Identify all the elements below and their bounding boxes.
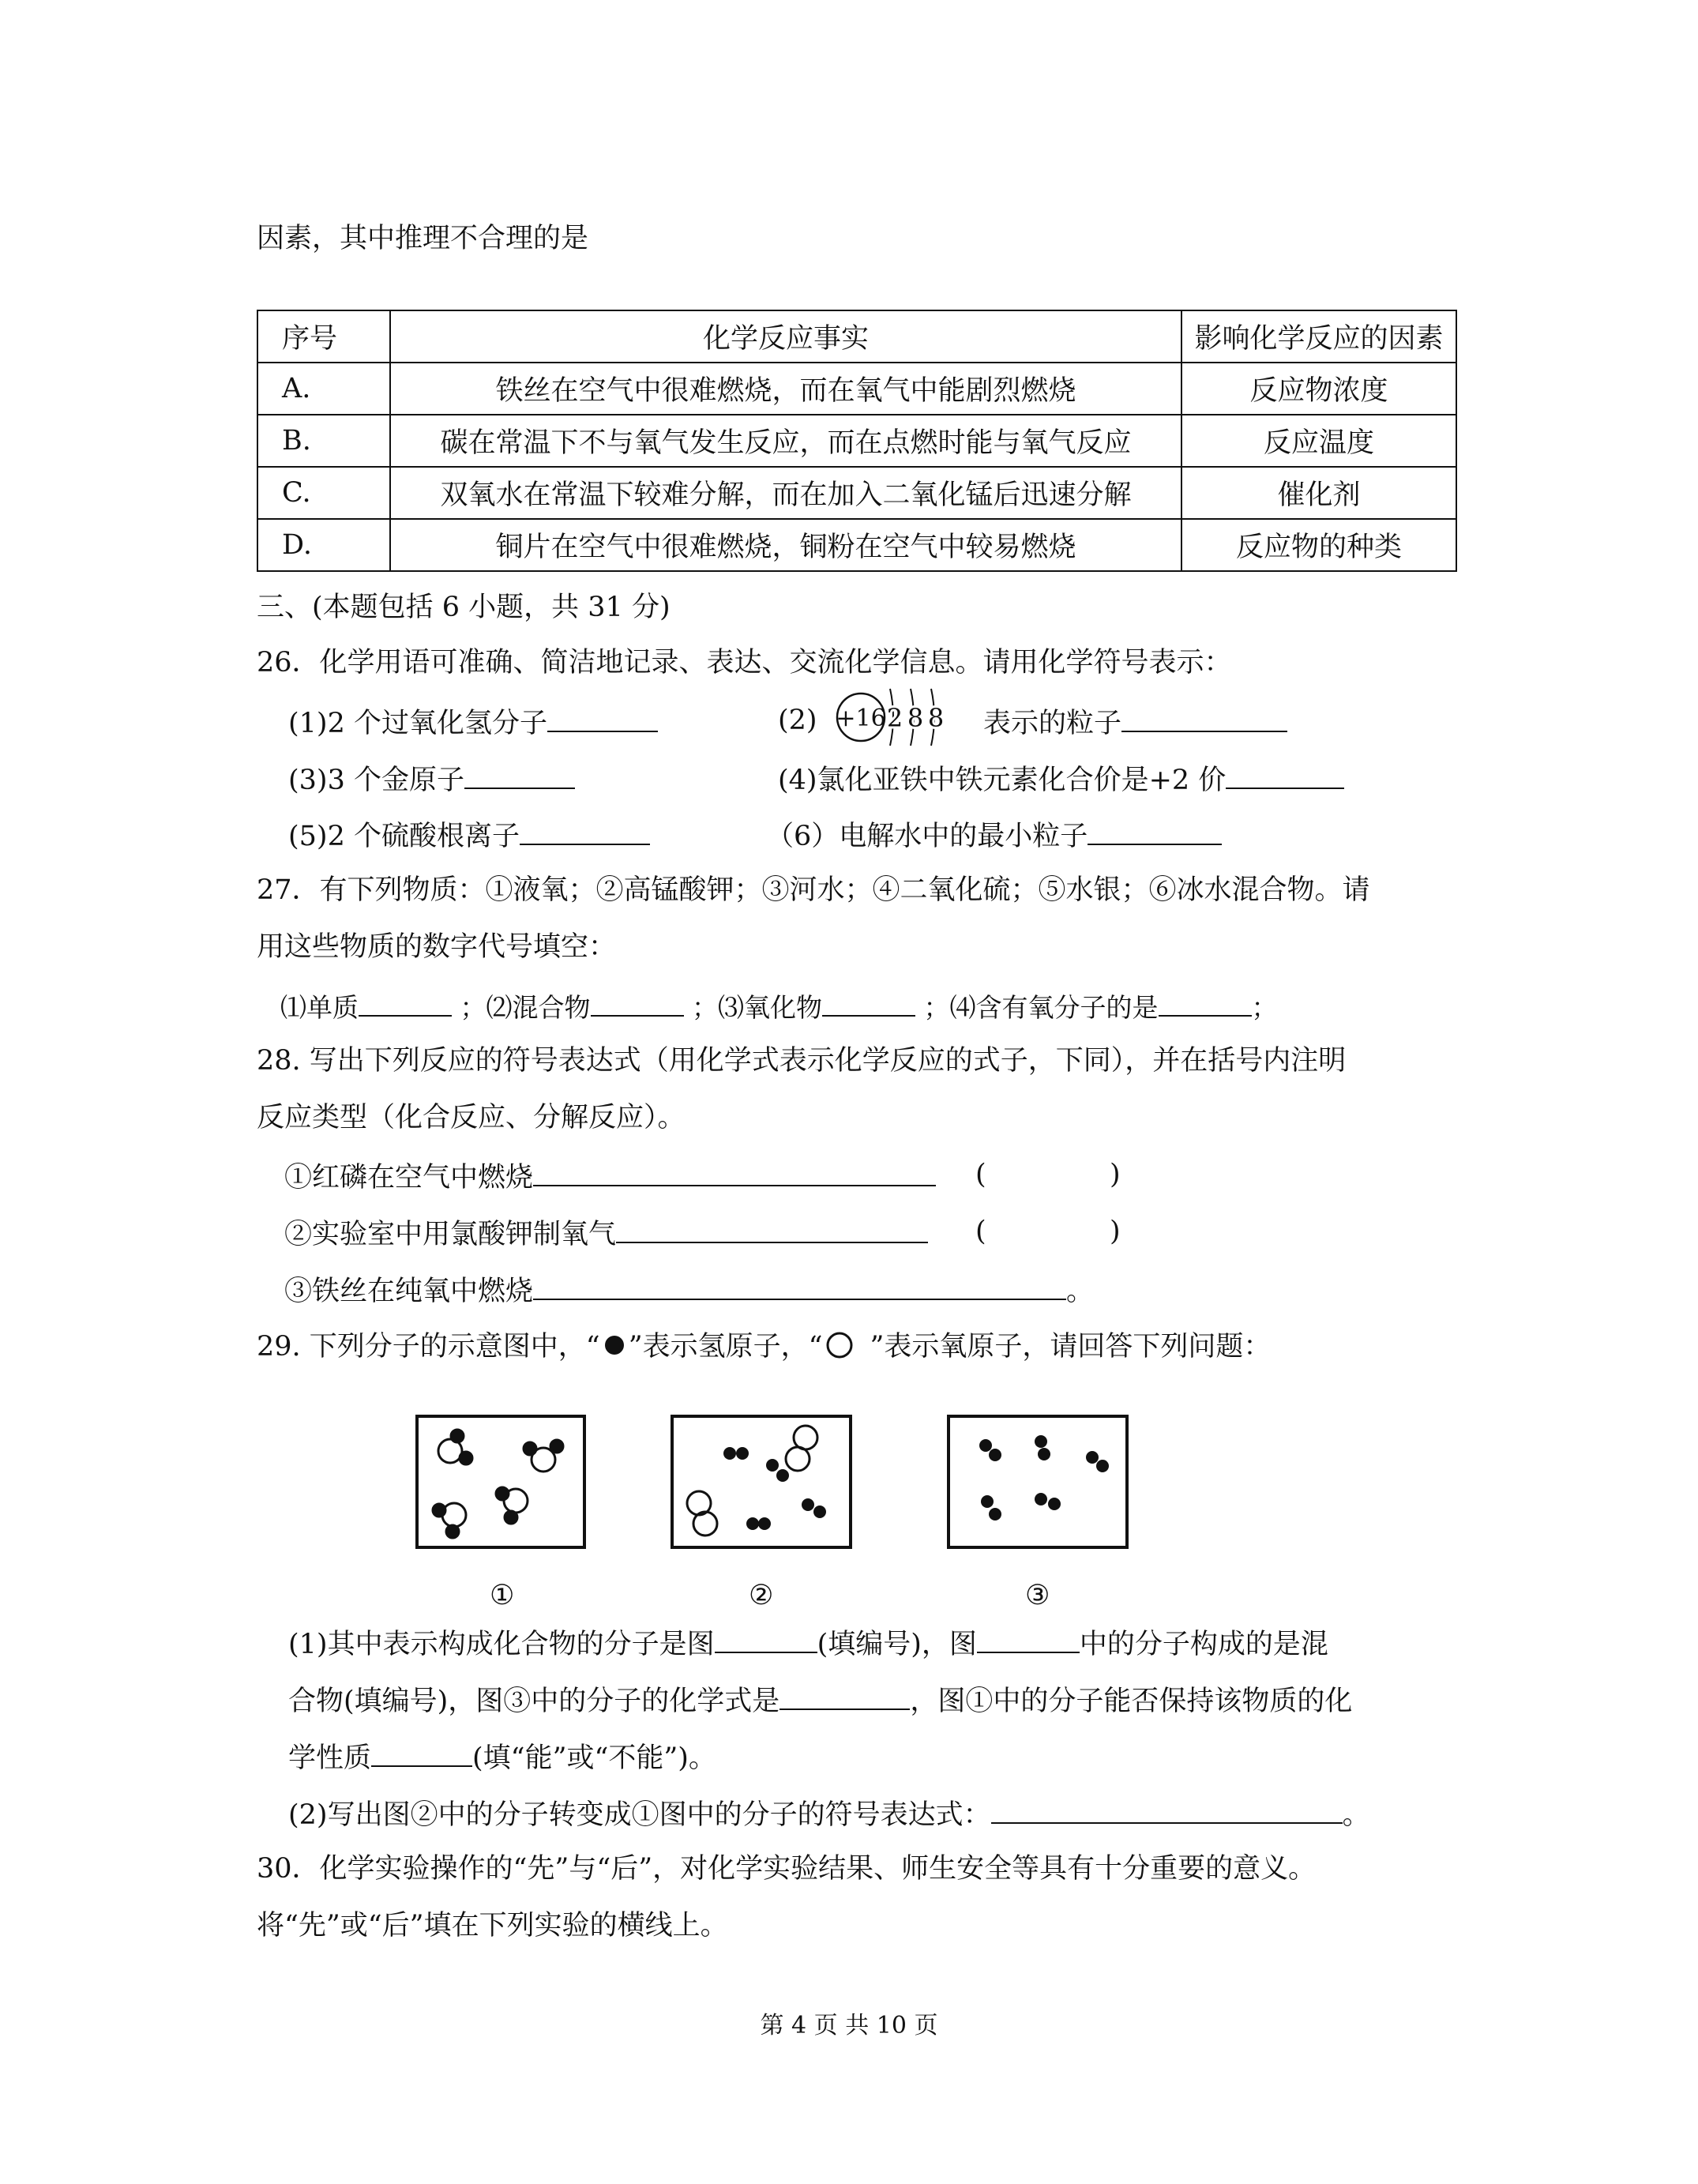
q28-reaction-2: ②实验室中用氯酸钾制氧气 — [284, 1218, 928, 1249]
diagram-label-2: ② — [749, 1580, 774, 1611]
q26-part4: (4)氯化亚铁中铁元素化合价是+2 价 — [778, 764, 1344, 795]
q28-stem-line2: 反应类型（化合反应、分解反应）。 — [257, 1102, 686, 1133]
q26-part2: (2) — [778, 705, 817, 736]
q27-answers: ⑴单质 ；⑵混合物 ；⑶氧化物 ；⑷含有氧分子的是 ； — [280, 992, 1278, 1023]
answer-blank[interactable] — [1121, 707, 1287, 732]
table-cell: 铁丝在空气中很难燃烧，而在氧气中能剧烈燃烧 — [390, 363, 1181, 415]
hydrogen-molecule — [1035, 1435, 1050, 1460]
diagram-label-3: ③ — [1025, 1580, 1050, 1611]
hydrogen-molecule — [802, 1498, 826, 1518]
page-footer: 第 4 页 共 10 页 — [760, 2012, 938, 2039]
table-header-cell: 化学反应事实 — [390, 310, 1181, 363]
answer-blank[interactable] — [715, 1628, 817, 1653]
table-header-cell: 序号 — [257, 310, 390, 363]
table-cell: 双氧水在常温下较难分解，而在加入二氧化锰后迅速分解 — [390, 467, 1181, 519]
sulfur-ion-structure-diagram — [833, 678, 960, 757]
oxygen-molecule — [687, 1491, 717, 1536]
hydrogen-molecule — [981, 1495, 1001, 1521]
reaction-type-paren-close: ) — [1110, 1159, 1121, 1190]
answer-blank[interactable] — [822, 991, 915, 1017]
table-cell: 催化剂 — [1181, 467, 1456, 519]
table-cell: 碳在常温下不与氧气发生反应，而在点燃时能与氧气反应 — [390, 415, 1181, 467]
intro-line: 因素，其中推理不合理的是 — [257, 223, 589, 254]
q29-part1-line3: 学性质 (填“能”或“不能”)。 — [288, 1742, 716, 1774]
answer-blank[interactable] — [780, 1685, 910, 1710]
answer-blank[interactable] — [591, 991, 684, 1017]
table-cell: 铜片在空气中很难燃烧，铜粉在空气中较易燃烧 — [390, 519, 1181, 571]
table-cell: 反应温度 — [1181, 415, 1456, 467]
water-molecule — [433, 1503, 466, 1538]
answer-blank[interactable] — [1088, 820, 1222, 845]
reaction-type-paren-close: ) — [1110, 1216, 1121, 1247]
answer-blank[interactable] — [520, 820, 650, 845]
table-cell: D. — [257, 519, 390, 571]
answer-blank[interactable] — [616, 1218, 928, 1243]
answer-blank[interactable] — [533, 1275, 1066, 1300]
q28-stem-line1: 28. 写出下列反应的符号表达式（用化学式表示化学反应的式子，下同），并在括号内注明 — [257, 1045, 1347, 1077]
table-cell: A. — [257, 363, 390, 415]
table-cell: C. — [257, 467, 390, 519]
answer-blank[interactable] — [1159, 991, 1252, 1017]
answer-blank[interactable] — [464, 764, 575, 789]
q26-part1: (1)2 个过氧化氢分子 — [288, 707, 658, 738]
answer-blank[interactable] — [371, 1742, 472, 1767]
hydrogen-molecule — [1086, 1451, 1109, 1472]
answer-blank[interactable] — [1226, 764, 1344, 789]
q28-reaction-3: ③铁丝在纯氧中燃烧 。 — [284, 1276, 1095, 1307]
nucleus-charge: +16 — [836, 705, 886, 732]
reaction-factor-table — [257, 310, 1457, 572]
q28-reaction-1: ①红磷在空气中燃烧 — [284, 1161, 936, 1192]
q27-stem-line2: 用这些物质的数字代号填空： — [257, 931, 617, 963]
table-header-row — [257, 310, 1456, 363]
molecule-diagram-1 — [415, 1414, 588, 1552]
reaction-type-paren-open: ( — [975, 1216, 986, 1247]
hydrogen-molecule — [746, 1517, 771, 1530]
hydrogen-molecule — [1035, 1493, 1061, 1510]
q27-stem-line1: 27．有下列物质：①液氧；②高锰酸钾；③河水；④二氧化硫；⑤水银；⑥冰水混合物。请 — [257, 874, 1370, 906]
table-row — [257, 467, 1456, 519]
q26-stem: 26．化学用语可准确、简洁地记录、表达、交流化学信息。请用化学符号表示： — [257, 647, 1232, 679]
table-cell: 反应物的种类 — [1181, 519, 1456, 571]
diagram-label-1: ① — [490, 1580, 515, 1611]
q30-stem-line2: 将“先”或“后”填在下列实验的横线上。 — [257, 1910, 728, 1942]
oxygen-molecule — [786, 1426, 817, 1471]
section-3-heading: 三、(本题包括 6 小题，共 31 分) — [257, 592, 671, 623]
reaction-type-paren-open: ( — [975, 1159, 986, 1190]
answer-blank[interactable] — [977, 1628, 1080, 1653]
molecule-diagram-2 — [670, 1414, 855, 1552]
q30-stem-line1: 30．化学实验操作的“先”与“后”，对化学实验结果、师生安全等具有十分重要的意义。 — [257, 1853, 1317, 1885]
q29-part1-line2: 合物(填编号)，图③中的分子的化学式是 ，图①中的分子能否保持该物质的化 — [288, 1686, 1353, 1717]
table-header-cell: 影响化学反应的因素 — [1181, 310, 1456, 363]
water-molecule — [524, 1440, 563, 1472]
oxygen-atom-legend-icon — [822, 1332, 870, 1359]
hydrogen-molecule — [723, 1447, 749, 1460]
q29-part2: (2)写出图②中的分子转变成①图中的分子的符号表达式： 。 — [288, 1799, 1370, 1831]
table-row — [257, 415, 1456, 467]
table-row — [257, 519, 1456, 571]
table-cell: B. — [257, 415, 390, 467]
hydrogen-molecule — [979, 1439, 1001, 1461]
q26-part3: (3)3 个金原子 — [288, 764, 575, 795]
answer-blank[interactable] — [359, 991, 452, 1017]
q29-part1-line1: (1)其中表示构成化合物的分子是图 (填编号)，图 中的分子构成的是混 — [288, 1629, 1328, 1660]
hydrogen-atom-legend-icon — [600, 1333, 629, 1357]
table-cell: 反应物浓度 — [1181, 363, 1456, 415]
answer-blank[interactable] — [533, 1161, 936, 1186]
q26-part6: （6）电解水中的最小粒子 — [766, 820, 1222, 851]
q26-part2-suffix: 表示的粒子 — [983, 707, 1287, 738]
answer-blank[interactable] — [547, 707, 658, 732]
shell-electron-count: 2 — [886, 703, 903, 733]
shell-electron-count: 8 — [907, 703, 924, 733]
water-molecule — [496, 1487, 528, 1524]
answer-blank[interactable] — [991, 1799, 1343, 1824]
q26-part5: (5)2 个硫酸根离子 — [288, 820, 650, 851]
water-molecule — [438, 1430, 472, 1464]
q29-stem: 29. 下列分子的示意图中，“ ”表示氢原子，“ ”表示氧原子，请回答下列问题： — [257, 1331, 1272, 1363]
molecule-diagram-3 — [946, 1414, 1132, 1552]
table-row — [257, 363, 1456, 415]
shell-electron-count: 8 — [927, 703, 945, 733]
